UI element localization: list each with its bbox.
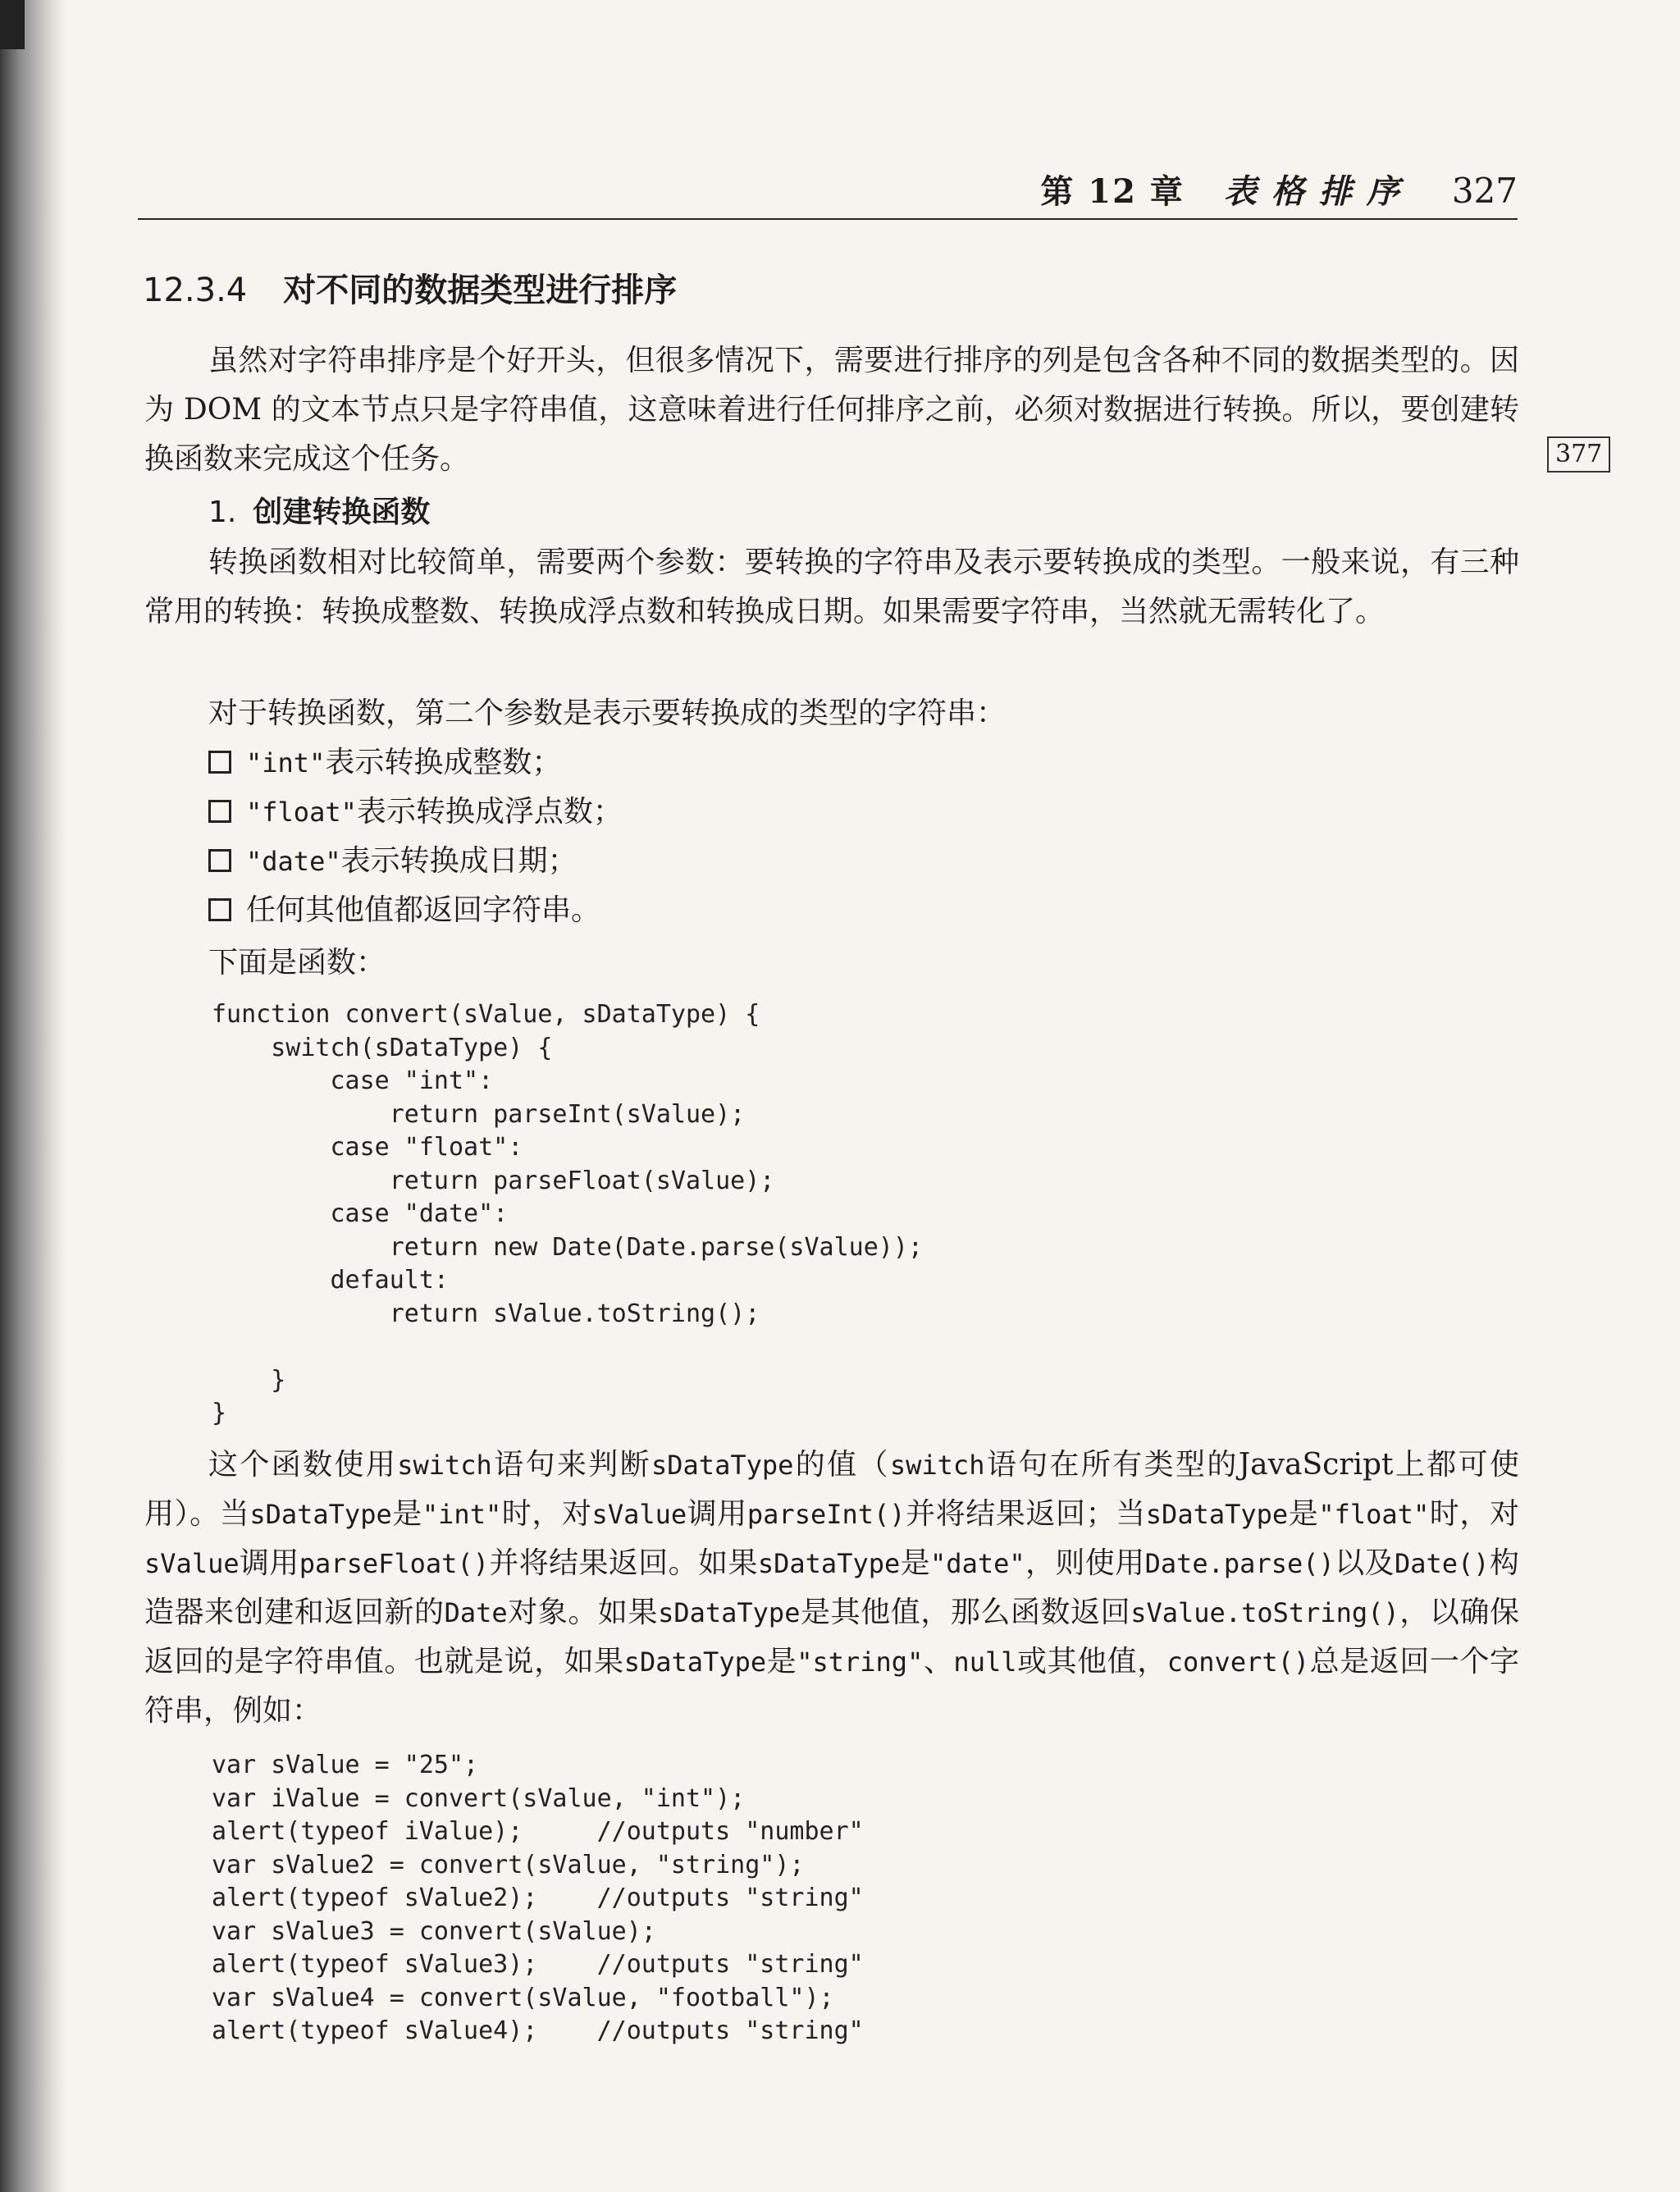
inline-code: parseInt(): [746, 1499, 906, 1530]
binding-shadow: [0, 0, 66, 2192]
text-run: 语句来判断: [491, 1448, 651, 1482]
inline-code: "date": [930, 1548, 1025, 1579]
inline-code: switch: [889, 1450, 985, 1481]
inline-code: sDataType: [757, 1548, 901, 1579]
text-run: ，则使用: [1025, 1546, 1145, 1580]
inline-code: Date: [444, 1597, 508, 1628]
inline-code: sValue: [591, 1499, 687, 1530]
subsection-number: 1.: [208, 495, 237, 529]
list-item: [208, 886, 1439, 935]
inline-code: sDataType: [623, 1646, 767, 1678]
text-run: 的值（: [793, 1448, 890, 1482]
inline-code: Date(): [1394, 1548, 1490, 1579]
inline-code: sDataType: [249, 1499, 392, 1530]
section-number: 12.3.4: [143, 272, 248, 309]
text-run: 时，对: [501, 1497, 592, 1531]
page-number: 327: [1451, 171, 1518, 211]
list-item-text: 表示转换成浮点数；: [356, 795, 623, 829]
checkbox-icon: [208, 751, 231, 774]
binding-shadow-corner: [0, 0, 25, 49]
inline-code: sValue: [144, 1548, 240, 1579]
text-run: 对象。如果: [507, 1596, 659, 1629]
text-run: 是: [766, 1645, 797, 1678]
list-item: [208, 837, 1439, 886]
inline-code: switch: [397, 1450, 492, 1481]
text-run: 并将结果返回；当: [905, 1497, 1146, 1531]
function-intro: 下面是函数：: [208, 946, 386, 980]
inline-code: sValue.toString(): [1130, 1597, 1399, 1628]
text-run: 这个函数使用: [208, 1448, 398, 1482]
inline-code: Date.parse(): [1144, 1548, 1335, 1579]
inline-code: null: [953, 1646, 1017, 1678]
inline-code: parseFloat(): [299, 1548, 489, 1579]
list-item-code: "int": [246, 747, 326, 779]
chapter-title: 表格排序: [1223, 172, 1414, 211]
text-run: 是: [391, 1497, 422, 1531]
paragraph-2: 转换函数相对比较简单，需要两个参数：要转换的字符串及表示要转换成的类型。一般来说，有三种常用的转换：转换成整数、转换成浮点数和转换成日期。如果需要字符串，当然就无需转化了。: [144, 546, 1519, 628]
subsection-title: 创建转换函数: [253, 495, 431, 529]
inline-code: "float": [1318, 1499, 1430, 1530]
list-item-text: 表示转换成整数；: [325, 746, 562, 779]
code-block-example: var sValue = "25"; var iValue = convert(sValue, "int"); alert(typeof iValue); //outputs "number" var sValue2 = convert(sValue, "string"); alert(typeof sValue2); //outputs "string" var sValue3 = convert(sValue); alert(typeof sValue3); //outputs "string" var sValue4 = convert(sValue, "football"); alert(typeof sValue4); //outputs "string": [212, 1751, 864, 2045]
list-item: [208, 738, 1439, 788]
type-list: [208, 738, 1439, 935]
text-run: 总是返回一个字符串，例如：: [144, 1645, 1519, 1728]
list-item-code: "float": [246, 797, 357, 828]
list-item-code: "date": [246, 846, 341, 877]
inline-code: convert(): [1166, 1646, 1310, 1678]
paragraph-4: [144, 1441, 1519, 1736]
paragraph-1: 虽然对字符串排序是个好开头，但很多情况下，需要进行排序的列是包含各种不同的数据类型的。因为 DOM 的文本节点只是字符串值，这意味着进行任何排序之前，必须对数据进行转换。所以，要创建转换函数来完成这个任务。: [144, 344, 1519, 476]
text-run: ，以确保返回的是字符串值。也就是说，如果: [144, 1596, 1519, 1678]
text-run: 是其他值，那么函数返回: [800, 1596, 1131, 1629]
chapter-label: 第 12 章: [1040, 172, 1185, 211]
page-header: [138, 161, 1518, 220]
text-run: 或其他值，: [1016, 1645, 1167, 1678]
subsection-heading: [208, 489, 430, 531]
section-heading: [143, 264, 677, 311]
margin-page-reference: 377: [1547, 436, 1610, 473]
code-block-convert: function convert(sValue, sDataType) { switch(sDataType) { case "int": return parseInt(sValue); case "float": return parseFloat(sValue); case "date": return new Date(Date.parse(sValue)); default: return sValue.toString(); } }: [212, 1000, 923, 1427]
checkbox-icon: [208, 800, 231, 823]
text-run: 是: [900, 1546, 931, 1580]
text-run: 时，对: [1429, 1497, 1519, 1531]
list-item-text: 任何其他值都返回字符串。: [246, 893, 601, 927]
header-right: [1040, 166, 1518, 212]
text-run: 构造器来创建和返回新的: [144, 1546, 1519, 1629]
text-run: 调用: [239, 1546, 299, 1580]
inline-code: "string": [797, 1646, 924, 1678]
paragraph-3: 对于转换函数，第二个参数是表示要转换成的类型的字符串：: [208, 696, 1007, 730]
text-run: 调用: [687, 1497, 747, 1531]
checkbox-icon: [208, 898, 231, 921]
text-run: 语句在所有类型的JavaScript上都可使用）。当: [144, 1448, 1519, 1531]
text-run: 以及: [1334, 1546, 1395, 1580]
text-run: 、: [923, 1645, 954, 1678]
inline-code: sDataType: [1145, 1499, 1289, 1530]
inline-code: sDataType: [651, 1450, 794, 1481]
checkbox-icon: [208, 849, 231, 872]
inline-code: sDataType: [658, 1597, 801, 1628]
text-run: 并将结果返回。如果: [488, 1546, 758, 1580]
list-item: [208, 788, 1439, 837]
list-item-text: 表示转换成日期；: [340, 844, 578, 878]
inline-code: "int": [422, 1499, 502, 1530]
text-run: 是: [1288, 1497, 1319, 1531]
section-title: 对不同的数据类型进行排序: [283, 272, 678, 309]
